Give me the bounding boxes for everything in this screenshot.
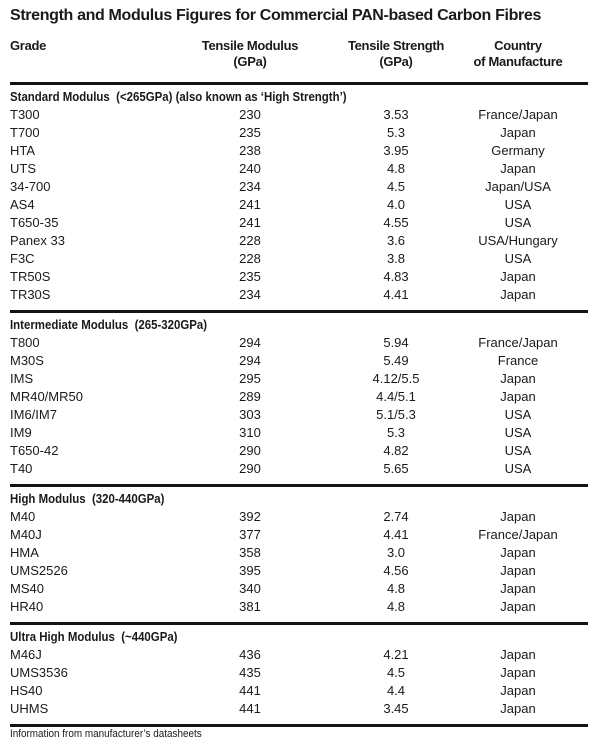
tensile-strength-cell: 4.5 (386, 179, 406, 194)
grade-cell: MS40 (10, 581, 44, 596)
tensile-strength-cell: 4.4 (386, 683, 406, 698)
table-row (10, 460, 588, 478)
tensile-modulus-cell: 241 (239, 215, 261, 230)
tensile-strength-cell: 3.0 (386, 545, 406, 560)
table-row (10, 562, 588, 580)
country-cell: USA (504, 425, 532, 440)
table-row (10, 286, 588, 304)
grade-cell: UHMS (10, 701, 49, 716)
table-row (10, 664, 588, 682)
grade-cell: M30S (10, 353, 44, 368)
tensile-strength-cell: 4.8 (386, 599, 406, 614)
column-header-tensile-strength (344, 38, 448, 70)
grade-cell: M40J (10, 527, 42, 542)
tensile-modulus-cell: 435 (239, 665, 261, 680)
country-cell: Japan (500, 287, 536, 302)
tensile-strength-cell: 5.65 (383, 461, 409, 476)
grade-cell: AS4 (10, 197, 35, 212)
column-header-grade: Grade (10, 38, 47, 53)
country-cell: France/Japan (478, 527, 558, 542)
grade-cell: HR40 (10, 599, 44, 614)
country-cell: Japan (500, 269, 536, 284)
table-row (10, 124, 588, 142)
footer-note (10, 728, 588, 741)
country-cell: France (497, 353, 539, 368)
table-row (10, 424, 588, 442)
grade-cell: 34-700 (10, 179, 51, 194)
tensile-modulus-cell: 228 (239, 251, 261, 266)
country-cell: Japan (500, 545, 536, 560)
grade-cell: T800 (10, 335, 40, 350)
country-cell: Japan (500, 125, 536, 140)
tensile-strength-cell: 4.41 (383, 527, 409, 542)
grade-cell: MR40/MR50 (10, 389, 83, 404)
country-cell: Japan (500, 701, 536, 716)
country-cell: Japan (500, 581, 536, 596)
tensile-strength-cell: 5.49 (383, 353, 409, 368)
table-row (10, 232, 588, 250)
tensile-modulus-cell: 441 (239, 701, 261, 716)
tensile-strength-cell: 4.55 (383, 215, 409, 230)
tensile-modulus-cell: 240 (239, 161, 261, 176)
table-row (10, 388, 588, 406)
tensile-modulus-cell: 238 (239, 143, 261, 158)
country-cell: Japan/USA (485, 179, 551, 194)
tensile-strength-cell: 4.4/5.1 (376, 389, 416, 404)
country-cell: Germany (491, 143, 545, 158)
column-header-country (448, 38, 588, 70)
grade-cell: IM9 (10, 425, 32, 440)
table-row (10, 442, 588, 460)
table-row (10, 508, 588, 526)
tensile-modulus-cell: 235 (239, 125, 261, 140)
table-row (10, 406, 588, 424)
section-header-text: High Modulus (320-440GPa) (10, 491, 165, 506)
country-cell: USA (504, 251, 532, 266)
grade-cell: M40 (10, 509, 36, 524)
table-row (10, 352, 588, 370)
section-header-text: Ultra High Modulus (~440GPa) (10, 629, 178, 644)
tensile-strength-cell: 4.41 (383, 287, 409, 302)
tensile-modulus-cell: 289 (239, 389, 261, 404)
tensile-modulus-cell: 241 (239, 197, 261, 212)
tensile-modulus-cell: 228 (239, 233, 261, 248)
grade-cell: T700 (10, 125, 40, 140)
country-cell: Japan (500, 509, 536, 524)
tensile-strength-cell: 4.56 (383, 563, 409, 578)
tensile-modulus-cell: 294 (239, 335, 261, 350)
table-row (10, 196, 588, 214)
tensile-modulus-cell: 230 (239, 107, 261, 122)
tensile-modulus-cell: 235 (239, 269, 261, 284)
country-cell: Japan (500, 599, 536, 614)
table-row (10, 682, 588, 700)
table-row (10, 334, 588, 352)
page-title: Strength and Modulus Figures for Commercial PAN-based Carbon Fibres (10, 7, 541, 24)
section-header-text: Standard Modulus (<265GPa) (also known as ‘High Strength’) (10, 89, 347, 104)
grade-cell: TR30S (10, 287, 51, 302)
tensile-modulus-cell: 303 (239, 407, 261, 422)
grade-cell: UMS2526 (10, 563, 68, 578)
tensile-modulus-cell: 436 (239, 647, 261, 662)
country-cell: Japan (500, 371, 536, 386)
grade-cell: IMS (10, 371, 34, 386)
country-cell: France/Japan (478, 335, 558, 350)
tensile-strength-cell: 4.82 (383, 443, 409, 458)
tensile-strength-cell: 4.0 (386, 197, 406, 212)
table-row (10, 106, 588, 124)
column-header-country-line2: of Manufacture (473, 54, 563, 69)
table-section (10, 625, 588, 724)
tensile-strength-cell: 4.21 (383, 647, 409, 662)
table-row (10, 580, 588, 598)
table-row (10, 142, 588, 160)
table-row (10, 178, 588, 196)
tensile-modulus-cell: 340 (239, 581, 261, 596)
grade-cell: UTS (10, 161, 36, 176)
section-header (10, 628, 588, 646)
section-header (10, 316, 588, 334)
table-column-headers (10, 38, 588, 70)
column-header-tensile-modulus-unit: (GPa) (233, 54, 267, 69)
section-header-text: Intermediate Modulus (265-320GPa) (10, 317, 208, 332)
grade-cell: HS40 (10, 683, 43, 698)
table-row (10, 370, 588, 388)
table-row (10, 526, 588, 544)
table-section (10, 85, 588, 310)
country-cell: Japan (500, 665, 536, 680)
table-row (10, 700, 588, 718)
tensile-modulus-cell: 358 (239, 545, 261, 560)
country-cell: USA (504, 443, 532, 458)
tensile-strength-cell: 4.12/5.5 (372, 371, 420, 386)
table-row (10, 646, 588, 664)
tensile-strength-cell: 3.6 (386, 233, 406, 248)
table-section (10, 487, 588, 622)
tensile-strength-cell: 3.8 (386, 251, 406, 266)
grade-cell: HMA (10, 545, 39, 560)
country-cell: Japan (500, 563, 536, 578)
country-cell: Japan (500, 161, 536, 176)
grade-cell: T650-35 (10, 215, 59, 230)
grade-cell: T650-42 (10, 443, 59, 458)
table-section (10, 313, 588, 484)
tensile-modulus-cell: 392 (239, 509, 261, 524)
table-row (10, 160, 588, 178)
column-header-tensile-modulus (156, 38, 344, 70)
tensile-modulus-cell: 295 (239, 371, 261, 386)
country-cell: USA/Hungary (478, 233, 558, 248)
grade-cell: IM6/IM7 (10, 407, 57, 422)
grade-cell: UMS3536 (10, 665, 68, 680)
section-header (10, 490, 588, 508)
tensile-modulus-cell: 290 (239, 443, 261, 458)
country-cell: Japan (500, 647, 536, 662)
country-cell: USA (504, 461, 532, 476)
tensile-strength-cell: 4.8 (386, 581, 406, 596)
footer-note-text: Information from manufacturer’s datasheets (10, 728, 202, 740)
table-row (10, 214, 588, 232)
column-header-country-label: Country (494, 38, 542, 53)
tensile-strength-cell: 3.53 (383, 107, 409, 122)
tensile-strength-cell: 4.83 (383, 269, 409, 284)
column-header-tensile-modulus-label: Tensile Modulus (201, 38, 299, 53)
country-cell: France/Japan (478, 107, 558, 122)
tensile-modulus-cell: 310 (239, 425, 261, 440)
tensile-modulus-cell: 294 (239, 353, 261, 368)
country-cell: USA (504, 215, 532, 230)
grade-cell: T300 (10, 107, 40, 122)
tensile-modulus-cell: 234 (239, 287, 261, 302)
grade-cell: HTA (10, 143, 36, 158)
tensile-strength-cell: 5.1/5.3 (376, 407, 416, 422)
tensile-modulus-cell: 377 (239, 527, 261, 542)
grade-cell: T40 (10, 461, 33, 476)
tensile-strength-cell: 4.8 (386, 161, 406, 176)
tensile-modulus-cell: 395 (239, 563, 261, 578)
section-divider (10, 724, 588, 727)
table-row (10, 250, 588, 268)
table-row (10, 544, 588, 562)
country-cell: Japan (500, 683, 536, 698)
grade-cell: Panex 33 (10, 233, 65, 248)
tensile-strength-cell: 4.5 (386, 665, 406, 680)
table-body (10, 85, 588, 727)
tensile-strength-cell: 3.95 (383, 143, 409, 158)
tensile-strength-cell: 2.74 (383, 509, 409, 524)
column-header-tensile-strength-unit: (GPa) (379, 54, 413, 69)
tensile-strength-cell: 5.3 (386, 125, 406, 140)
section-header (10, 88, 588, 106)
tensile-modulus-cell: 234 (239, 179, 261, 194)
tensile-modulus-cell: 381 (239, 599, 261, 614)
column-header-tensile-strength-label: Tensile Strength (347, 38, 445, 53)
tensile-modulus-cell: 441 (239, 683, 261, 698)
country-cell: Japan (500, 389, 536, 404)
tensile-strength-cell: 5.94 (383, 335, 409, 350)
tensile-strength-cell: 3.45 (383, 701, 409, 716)
grade-cell: M46J (10, 647, 42, 662)
grade-cell: TR50S (10, 269, 51, 284)
table-row (10, 598, 588, 616)
grade-cell: F3C (10, 251, 35, 266)
tensile-modulus-cell: 290 (239, 461, 261, 476)
country-cell: USA (504, 407, 532, 422)
country-cell: USA (504, 197, 532, 212)
table-row (10, 268, 588, 286)
tensile-strength-cell: 5.3 (386, 425, 406, 440)
